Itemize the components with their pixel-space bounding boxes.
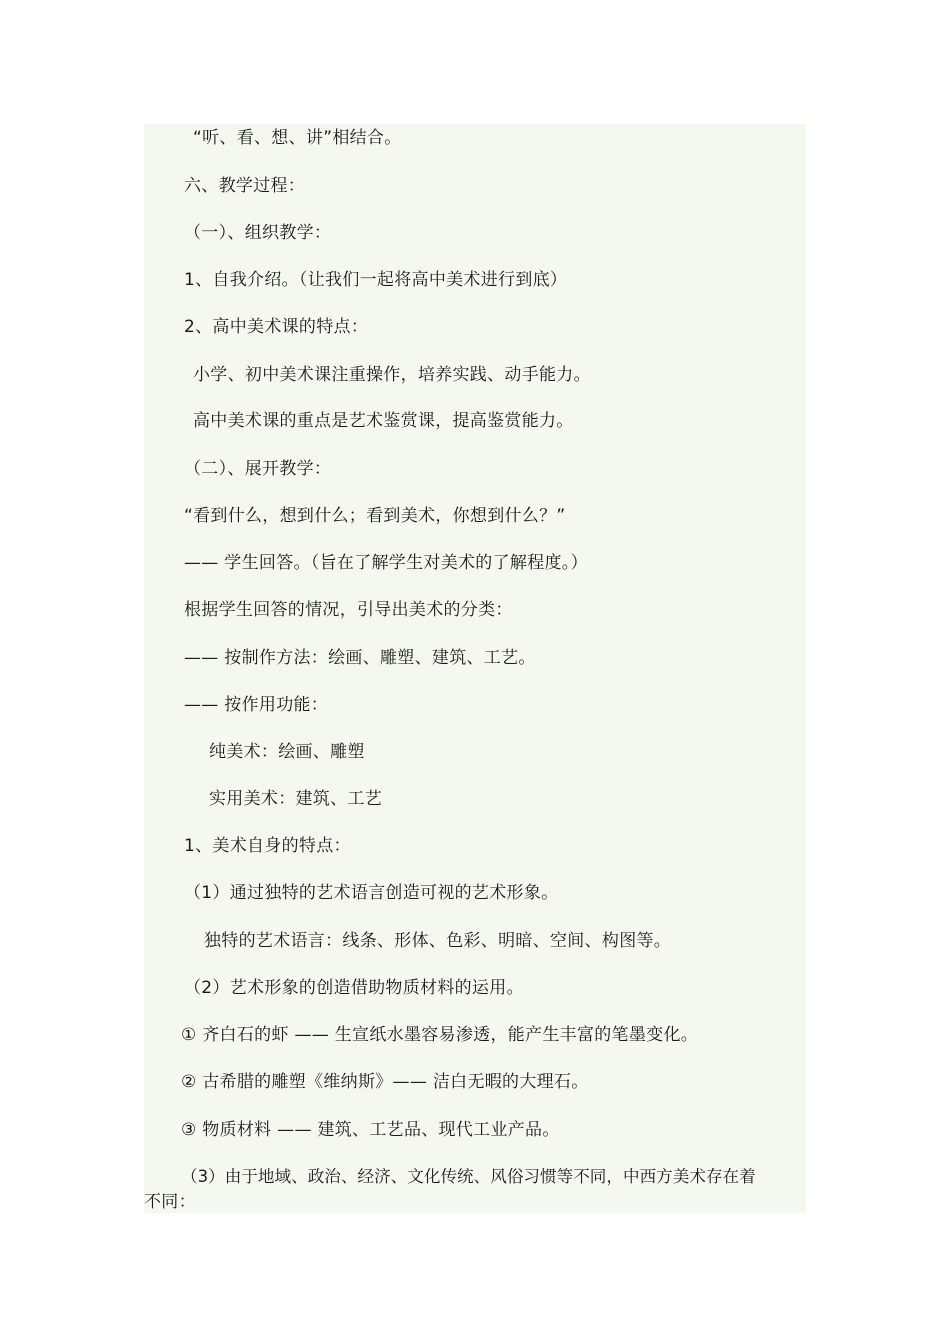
text-line: （2）艺术形象的创造借助物质材料的运用。 [184, 978, 524, 998]
text-line: 独特的艺术语言：线条、形体、色彩、明暗、空间、构图等。 [204, 931, 672, 951]
text-line: —— 学生回答。（旨在了解学生对美术的了解程度。） [184, 553, 588, 573]
text-line: 根据学生回答的情况，引导出美术的分类： [184, 600, 513, 620]
text-line: 纯美术：绘画、雕塑 [209, 742, 365, 762]
text-line: —— 按制作方法：绘画、雕塑、建筑、工艺。 [184, 648, 536, 668]
section-heading: 六、教学过程： [184, 176, 306, 196]
text-line: ③ 物质材料 —— 建筑、工艺品、现代工业产品。 [181, 1120, 560, 1140]
text-line: 2、高中美术课的特点： [184, 317, 369, 337]
subsection-heading: （二）、展开教学： [184, 459, 332, 479]
text-line: 1、自我介绍。（让我们一起将高中美术进行到底） [184, 270, 568, 290]
text-line: 小学、初中美术课注重操作，培养实践、动手能力。 [193, 365, 591, 385]
text-line: 1、美术自身的特点： [184, 836, 351, 856]
text-line: 不同： [144, 1192, 196, 1212]
text-line: “听、看、想、讲”相结合。 [193, 128, 402, 148]
text-line: “看到什么，想到什么；看到美术，你想到什么？” [184, 506, 566, 526]
text-line: ① 齐白石的虾 —— 生宣纸水墨容易渗透，能产生丰富的笔墨变化。 [181, 1025, 699, 1045]
text-line: 实用美术：建筑、工艺 [209, 789, 382, 809]
text-line: 高中美术课的重点是艺术鉴赏课，提高鉴赏能力。 [193, 411, 574, 431]
text-line: （3）由于地域、政治、经济、文化传统、风俗习惯等不同，中西方美术存在着 [181, 1167, 756, 1186]
text-line: ② 古希腊的雕塑《维纳斯》—— 洁白无暇的大理石。 [181, 1072, 589, 1092]
text-line: （1）通过独特的艺术语言创造可视的艺术形象。 [184, 883, 559, 903]
text-line: —— 按作用功能： [184, 695, 329, 715]
subsection-heading: （一）、组织教学： [184, 223, 332, 243]
